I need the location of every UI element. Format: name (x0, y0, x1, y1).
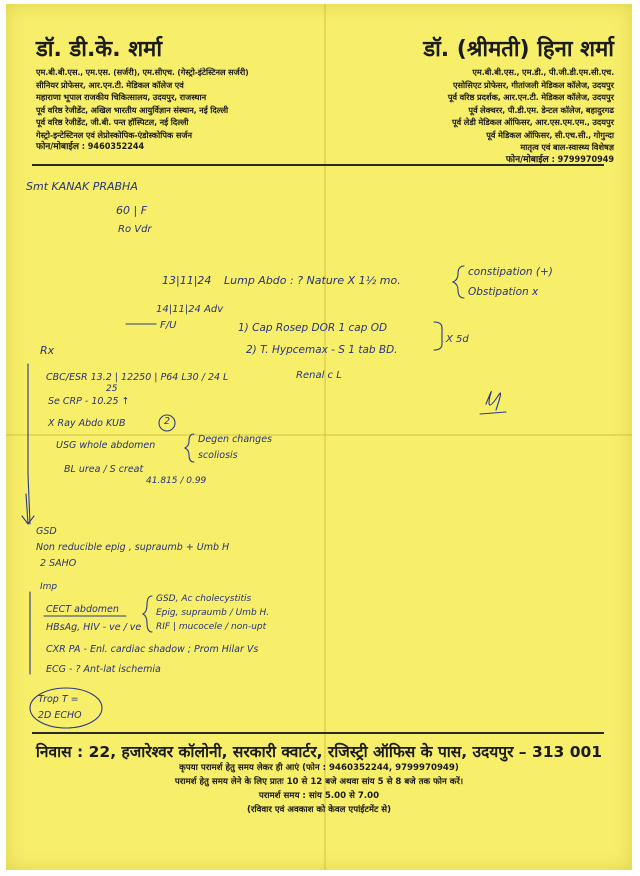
cect-finding-1: GSD, Ac cholecystitis (156, 594, 252, 604)
usg-finding-2: scoliosis (198, 450, 238, 461)
right-qualification-line: मातृत्व एवं बाल-स्वास्थ्य विशेषज्ञ (520, 142, 614, 152)
left-doctor-name: डॉ. डी.के. शर्मा (36, 37, 163, 62)
trop-t-note: Trop T = (38, 694, 79, 705)
footer-address: निवास : 22, हजारेश्वर कॉलोनी, सरकारी क्वार्टर, रजिस्ट्री ऑफिस के पास, उदयपुर – 313 001 (35, 743, 603, 761)
lab-urea-creat: BL urea / S creat (64, 464, 144, 475)
lab-cbc-sub: 25 (106, 384, 118, 394)
impression-symbol: Imp (40, 582, 58, 592)
cect-finding-2: Epig, supraumb / Umb H. (156, 608, 270, 618)
rx-line-2: 2) T. Hypcemax - S 1 tab BD. (246, 344, 398, 356)
rx-bracket (434, 322, 442, 350)
brace-complaint (453, 266, 464, 298)
right-qualification-line: पूर्व वरिष्ठ प्रदर्शक, आर.एन.टी. मेडिकल कॉलेज, उदयपुर (447, 92, 614, 102)
footer-divider (32, 732, 604, 734)
footer-line-1: कृपया परामर्श हेतु समय लेकर ही आएं (फोन : 9460352244, 9799970949) (179, 763, 459, 773)
cect-finding-3: RIF | mucocele / non-upt (156, 622, 267, 632)
patient-age-sex: 60 | F (116, 204, 148, 217)
lab-xray-count: 2 (164, 416, 171, 427)
lab-renal-note: Renal c L (296, 370, 342, 381)
vdr-note: Ro Vdr (118, 224, 152, 235)
follow-up-note: F/U (160, 320, 177, 331)
left-qualification-line: पूर्व वरिष्ठ रेजीडेंट, अखिल भारतीय आयुर्विज्ञान संस्थान, नई दिल्ली (36, 104, 229, 115)
lab-xray: X Ray Abdo KUB (48, 418, 126, 429)
lab-cbc: CBC/ESR 13.2 | 12250 | P64 L30 / 24 L (46, 372, 229, 383)
left-qualification-line: महाराणा भूपाल राजकीय चिकित्सालय, उदयपुर, राजस्थान (36, 92, 207, 102)
lab-usg: USG whole abdomen (56, 440, 156, 451)
echo-note: 2D ECHO (38, 710, 82, 721)
right-qualification-line: एसोसिएट प्रोफेसर, गीतांजली मेडिकल कॉलेज, उदयपुर (453, 79, 614, 90)
brace-constipation: constipation (+) (468, 266, 553, 278)
rx-duration: X 5d (446, 334, 469, 345)
right-phone: फोन/मोबाईल : 9799970949 (505, 154, 614, 165)
signature-mark (480, 392, 506, 415)
brace-usg (185, 434, 194, 462)
advice-date: 14|11|24 Adv (156, 304, 224, 315)
lab-urea-creat-values: 41.815 / 0.99 (146, 476, 207, 486)
left-qualification-line: पूर्व वरिष्ठ रेजीडेंट, जी.बी. पन्त हॉस्पिटल, नई दिल्ली (36, 117, 189, 127)
prescription-sheet (6, 4, 632, 870)
footer-line-3: परामर्श समय : सांय 5.00 से 7.00 (258, 791, 380, 801)
rx-symbol: Rx (40, 344, 55, 357)
visit-date: 13|11|24 (162, 274, 212, 287)
diagnosis-head: GSD (36, 526, 57, 537)
right-qualification-line: पूर्व लेक्चरर, पी.डी.एम. डेन्टल कॉलेज, बहादुरगढ (468, 104, 614, 115)
circled-number (159, 415, 175, 431)
cect-abdomen: CECT abdomen (46, 604, 119, 615)
lab-crp: Se CRP - 10.25 ↑ (48, 396, 130, 407)
left-phone: फोन/मोबाईल : 9460352244 (36, 142, 145, 152)
right-qualification-line: एम.बी.बी.एस., एम.डी., पी.जी.डी.एम.सी.एच. (472, 67, 614, 77)
circled-tests (30, 688, 102, 728)
usg-finding-1: Degen changes (198, 434, 272, 445)
brace-cect (143, 596, 152, 632)
right-qualification-line: पूर्व लेडी मेडिकल ऑफिसर, आर.एस.एम.एम., उदयपुर (452, 117, 614, 127)
hbsag-hiv: HBsAg, HIV - ve / ve (46, 622, 142, 633)
cxr-finding: CXR PA - Enl. cardiac shadow ; Prom Hilar Vs (46, 644, 259, 655)
arrow-down (22, 494, 34, 524)
left-qualification-line: एम.बी.बी.एस., एम.एस. (सर्जरी), एम.सीएच. (गेस्ट्रो-इंटेस्टिनल सर्जरी) (36, 67, 249, 77)
margin-line (28, 364, 30, 524)
rx-line-1: 1) Cap Rosep DOR 1 cap OD (238, 322, 388, 334)
diagnosis-line-1: Non reducible epig , supraumb + Umb H (36, 542, 230, 553)
chief-complaint: Lump Abdo : ? Nature X 1½ mo. (224, 274, 401, 287)
footer-line-4: (रविवार एवं अवकाश को केवल एपांईटमेंट से) (246, 805, 392, 815)
diagnosis-line-2: 2 SAHO (40, 558, 77, 569)
left-qualification-line: सीनियर प्रोफेसर, आर.एन.टी. मेडिकल कॉलेज एवं (36, 79, 184, 90)
ecg-finding: ECG - ? Ant-lat ischemia (46, 664, 161, 675)
right-qualification-line: पूर्व मेडिकल ऑफिसर, सी.एच.सी., गोगुन्दा (486, 129, 614, 140)
left-qualification-line: गेस्ट्रो-इन्टेस्टिनल एवं लेप्रोस्कोपिक-एंडोस्कोपिक सर्जन (36, 129, 192, 140)
brace-obstipation: Obstipation x (468, 286, 539, 298)
right-doctor-name: डॉ. (श्रीमती) हिना शर्मा (423, 37, 614, 62)
footer-line-2: परामर्श हेतु समय लेने के लिए प्रातः 10 से 12 बजे अथवा सांय 5 से 8 बजे तक फोन करें। (174, 777, 464, 787)
patient-name: Smt KANAK PRABHA (26, 180, 138, 193)
